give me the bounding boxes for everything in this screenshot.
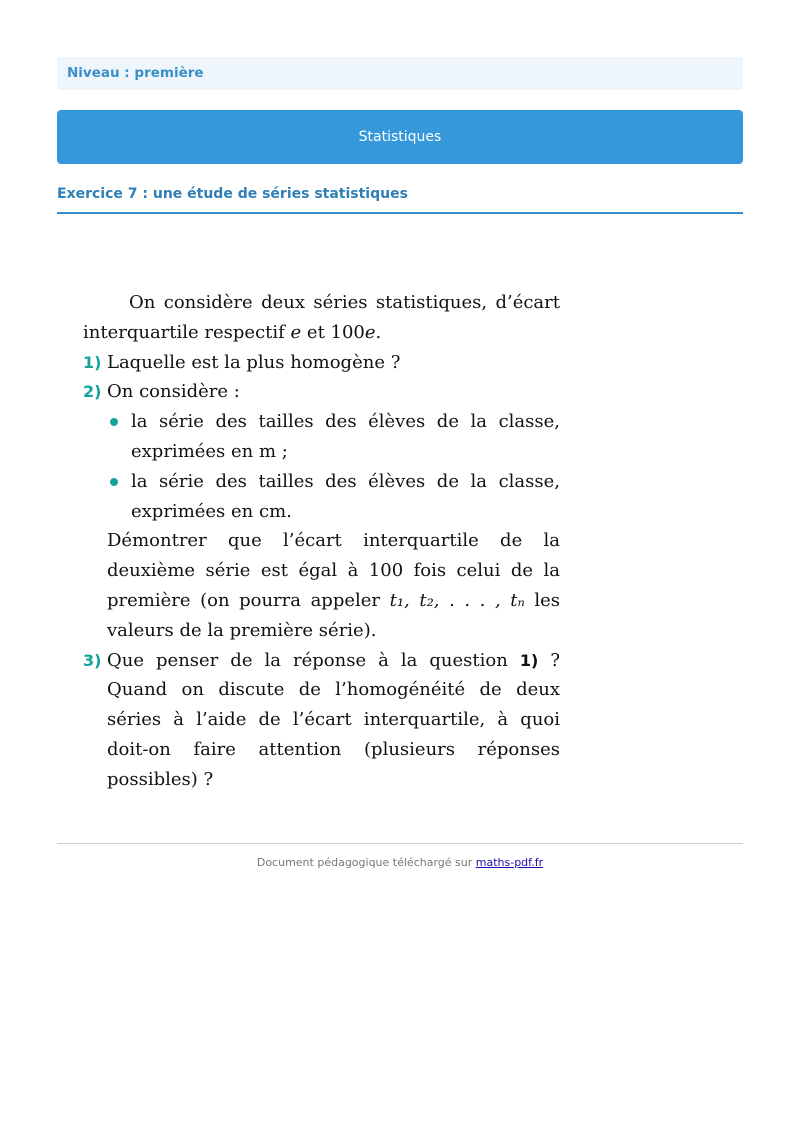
question-2-followup [107,526,560,645]
list-item-text: la série des tailles des élèves de la classe, exprimées en cm. [131,470,560,522]
math-variables: t₁, t₂, . . . , tₙ [389,589,525,611]
chapter-banner: Statistiques [57,110,743,164]
question-reference: 1) [519,650,539,670]
level-label: Niveau : première [57,57,743,90]
intro-text-end: . [375,321,382,343]
intro-variable: e [290,321,302,343]
footer [57,856,743,869]
question-3 [83,646,560,795]
list-item-text: la série des tailles des élèves de la classe, exprimées en m ; [131,411,560,462]
exercise-content [83,288,560,795]
footer-text: Document pédagogique téléchargé sur [256,856,476,869]
intro-paragraph [83,288,560,348]
followup-text-end: les valeurs de la première série). [107,589,560,641]
question-text-end: ? Quand on discute de l’homogénéité de deux séries à l’aide de l’écart interquartile, à quoi doit-on faire attention (plusieurs réponses possibles) ? [107,649,561,790]
question-2 [83,377,560,645]
question-number: 2) [83,382,102,402]
list-item [107,467,560,527]
followup-text: Démontrer que l’écart interquartile de la deuxième série est égal à 100 fois celui de la première (on pourra appeler [107,530,560,611]
question-text: Laquelle est la plus homogène ? [107,351,401,373]
exercise-title: Exercice 7 : une étude de séries statistiques [57,186,743,214]
question-1 [83,348,560,378]
question-text: On considère : [107,381,240,403]
footer-link[interactable]: maths-pdf.fr [475,856,544,869]
list-item [107,407,560,467]
question-number: 1) [83,352,102,372]
bullet-list [107,407,560,526]
question-text: Que penser de la réponse à la question [107,649,520,671]
bullet-dot-icon [110,478,118,486]
intro-variable-2: e [364,321,376,343]
footer-divider [57,843,743,844]
intro-text-mid: et 100 [301,321,365,343]
bullet-dot-icon [110,418,118,426]
question-number: 3) [83,650,102,670]
intro-text: On considère deux séries statistiques, d’écart interquartile respectif [83,292,560,343]
